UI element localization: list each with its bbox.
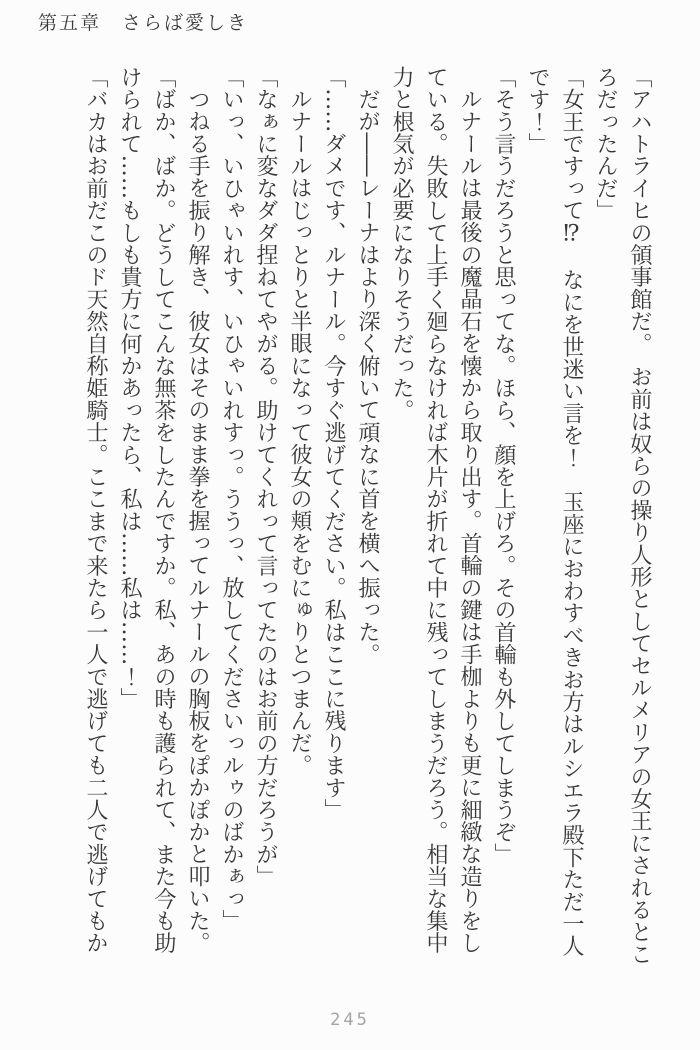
paragraph: 「ばか、ばか。どうしてこんな無茶をしたんですか。私、あの時も護られて、また今も助けられて……もしも貴方に何かあったら、私は……私は……！」 xyxy=(117,66,176,955)
main-text xyxy=(78,66,656,971)
paragraph: ルナールは最後の魔晶石を懐から取り出す。首輪の鍵は手枷よりも更に細緻な造りをしている。失敗して上手く廻らなければ木片が折れて中に残ってしまうだろう。相当な集中力と根気が必要になりそうだった。 xyxy=(389,66,482,954)
paragraph: 「なぁに変なダダ捏ねてやがる。助けてくれって言ってたのはお前の方だろうが」 xyxy=(253,66,278,888)
paragraph: 「女王ですって⁉ なにを世迷い言を！ 玉座におわすべきお方はルシエラ殿下ただ一人です！」 xyxy=(525,66,584,957)
paragraph: だが――レーナはより深く俯いて頑なに首を横へ振った。 xyxy=(355,88,380,666)
paragraph: つねる手を振り解き、彼女はそのまま拳を握ってルナールの胸板をぽかぽかと叩いた。 xyxy=(185,88,210,954)
paragraph: 「いっ、いひゃいれす、いひゃいれすっ。ううっ、放してくださいっルゥのばかぁっ」 xyxy=(219,66,244,932)
paragraph: 「アハトライヒの領事館だ。 お前は奴らの操り人形としてセルメリアの女王にされるところだったんだ」 xyxy=(593,66,652,966)
paragraph: ルナールはじっとりと半眼になって彼女の頬をむにゅりとつまんだ。 xyxy=(287,88,312,777)
chapter-header: 第五章 さらば愛しき xyxy=(38,12,249,34)
paragraph: 「バカはお前だこのド天然自称姫騎士。ここまで来たら一人で逃げても二人で逃げてもか xyxy=(83,66,108,954)
paragraph: 「……ダメです、ルナール。今すぐ逃げてください。私はここに残ります」 xyxy=(321,66,346,821)
page-number: 245 xyxy=(330,1010,370,1030)
paragraph: 「そう言うだろうと思ってな。ほら、顔を上げろ。その首輪も外してしまうぞ」 xyxy=(491,66,516,866)
